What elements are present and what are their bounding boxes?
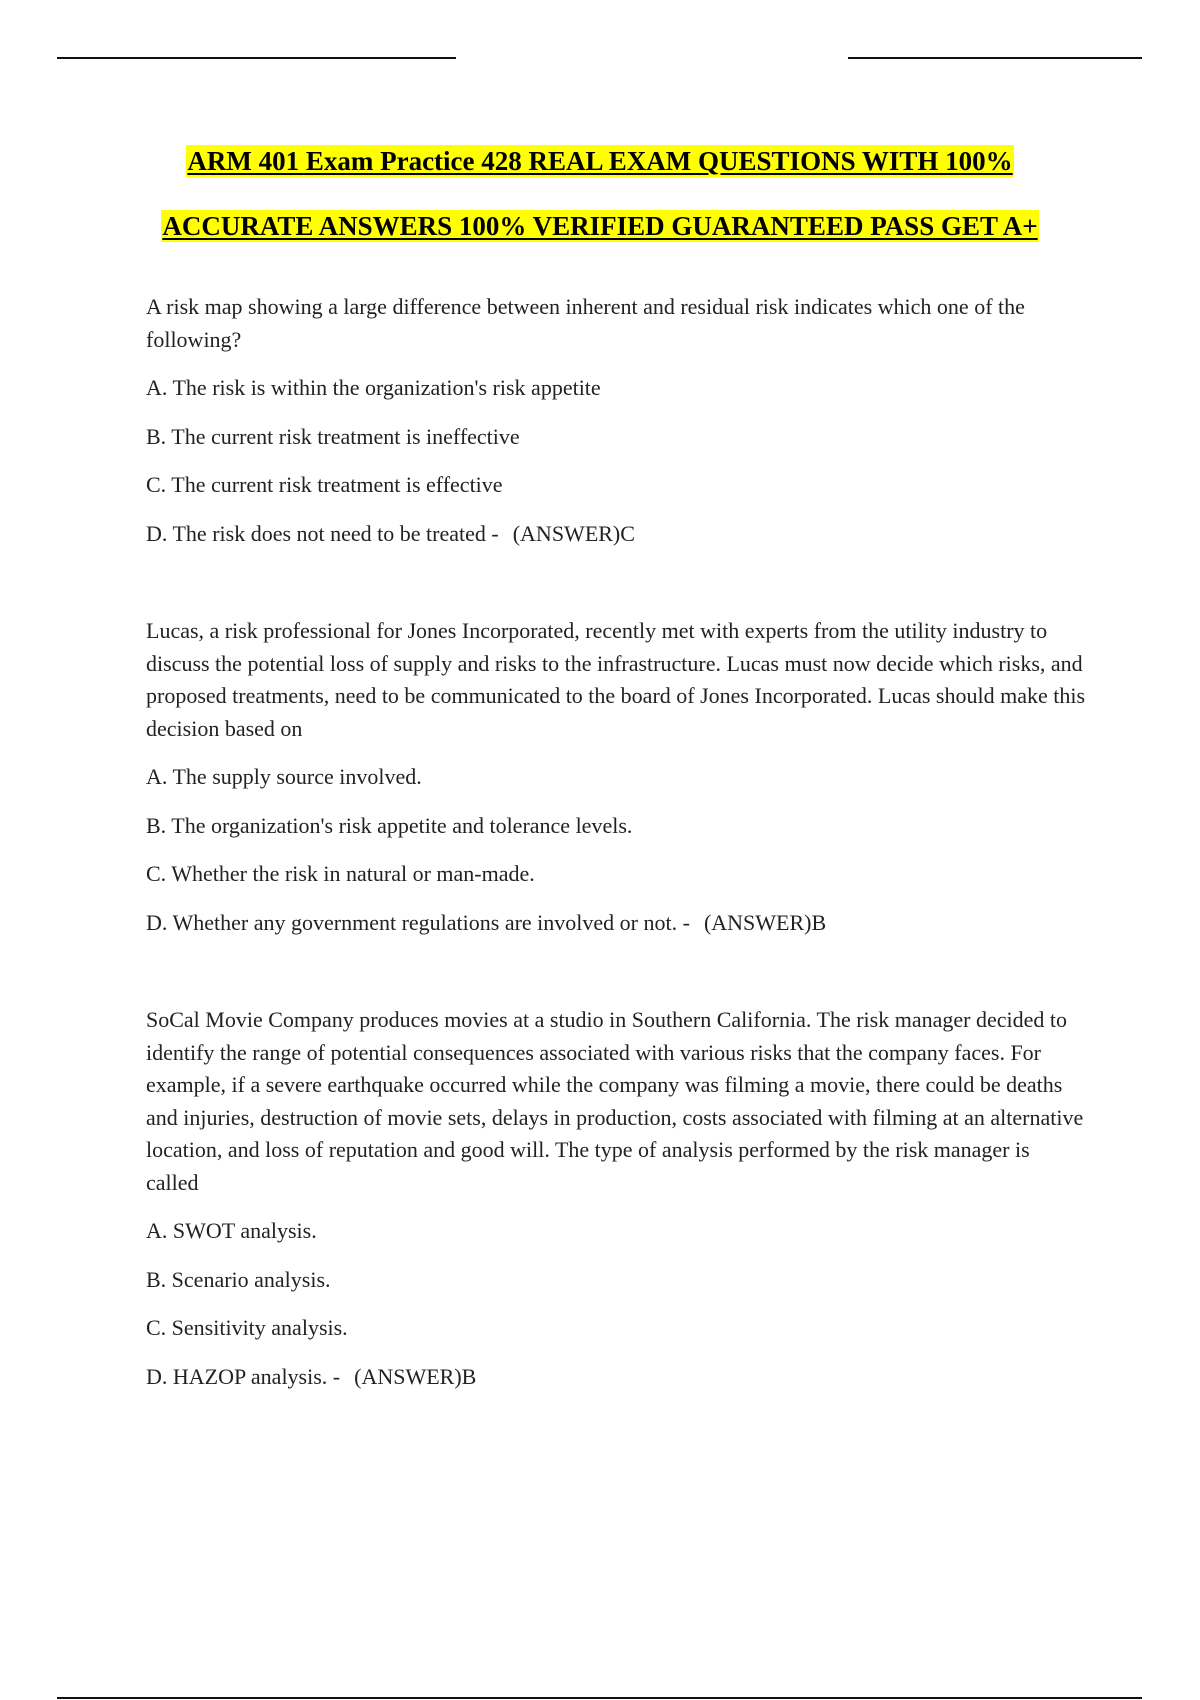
title-line-1: ARM 401 Exam Practice 428 REAL EXAM QUESTIONS WITH 100% <box>187 146 1013 176</box>
question-text: SoCal Movie Company produces movies at a studio in Southern California. The risk manager decided to identify the range of potential consequences associated with various risks that the company faces. For example, if a severe earthquake occurred while the company was filming a movie, there could be deaths and injuries, destruction of movie sets, delays in production, costs associated with filming at an alternative location, and loss of reputation and good will. The type of analysis performed by the risk manager is called <box>146 1007 1084 1195</box>
question-block-1 <box>146 291 1086 550</box>
footer-rule <box>57 1697 1142 1699</box>
question-block-2 <box>146 615 1086 939</box>
option-a: A. The risk is within the organization's risk appetite <box>146 375 601 400</box>
option-d-with-answer <box>146 907 1086 940</box>
option-b: B. The organization's risk appetite and tolerance levels. <box>146 812 633 838</box>
option-c: C. The current risk treatment is effective <box>146 472 503 497</box>
question-list <box>146 291 1086 1409</box>
document-title <box>0 145 1200 242</box>
option-b: B. The current risk treatment is ineffective <box>146 423 520 449</box>
option-a: A. SWOT analysis. <box>146 1218 317 1243</box>
option-c: C. Sensitivity analysis. <box>146 1315 348 1340</box>
option-d: D. Whether any government regulations are involved or not. - <box>146 909 690 935</box>
option-d: D. The risk does not need to be treated - <box>146 520 499 546</box>
question-text: Lucas, a risk professional for Jones Incorporated, recently met with experts from the utility industry to discuss the potential loss of supply and risks to the infrastructure. Lucas must now decide which risks, and proposed treatments, need to be communicated to the board of Jones Incorporated. Lucas should make this decision based on <box>146 618 1086 741</box>
header-rule-left <box>57 57 456 59</box>
option-b: B. Scenario analysis. <box>146 1266 331 1292</box>
header-rule-right <box>848 57 1142 59</box>
option-d-with-answer <box>146 518 1086 551</box>
question-text: A risk map showing a large difference between inherent and residual risk indicates which one of the following? <box>146 294 1025 352</box>
answer-key: (ANSWER)C <box>512 520 635 546</box>
option-d: D. HAZOP analysis. - <box>146 1363 341 1389</box>
option-d-with-answer <box>146 1361 1086 1394</box>
option-c: C. Whether the risk in natural or man-made. <box>146 861 535 886</box>
option-a: A. The supply source involved. <box>146 764 422 789</box>
answer-key: (ANSWER)B <box>703 909 827 935</box>
answer-key: (ANSWER)B <box>354 1363 477 1389</box>
question-block-3 <box>146 1004 1086 1393</box>
title-line-2: ACCURATE ANSWERS 100% VERIFIED GUARANTEED PASS GET A+ <box>162 211 1038 241</box>
